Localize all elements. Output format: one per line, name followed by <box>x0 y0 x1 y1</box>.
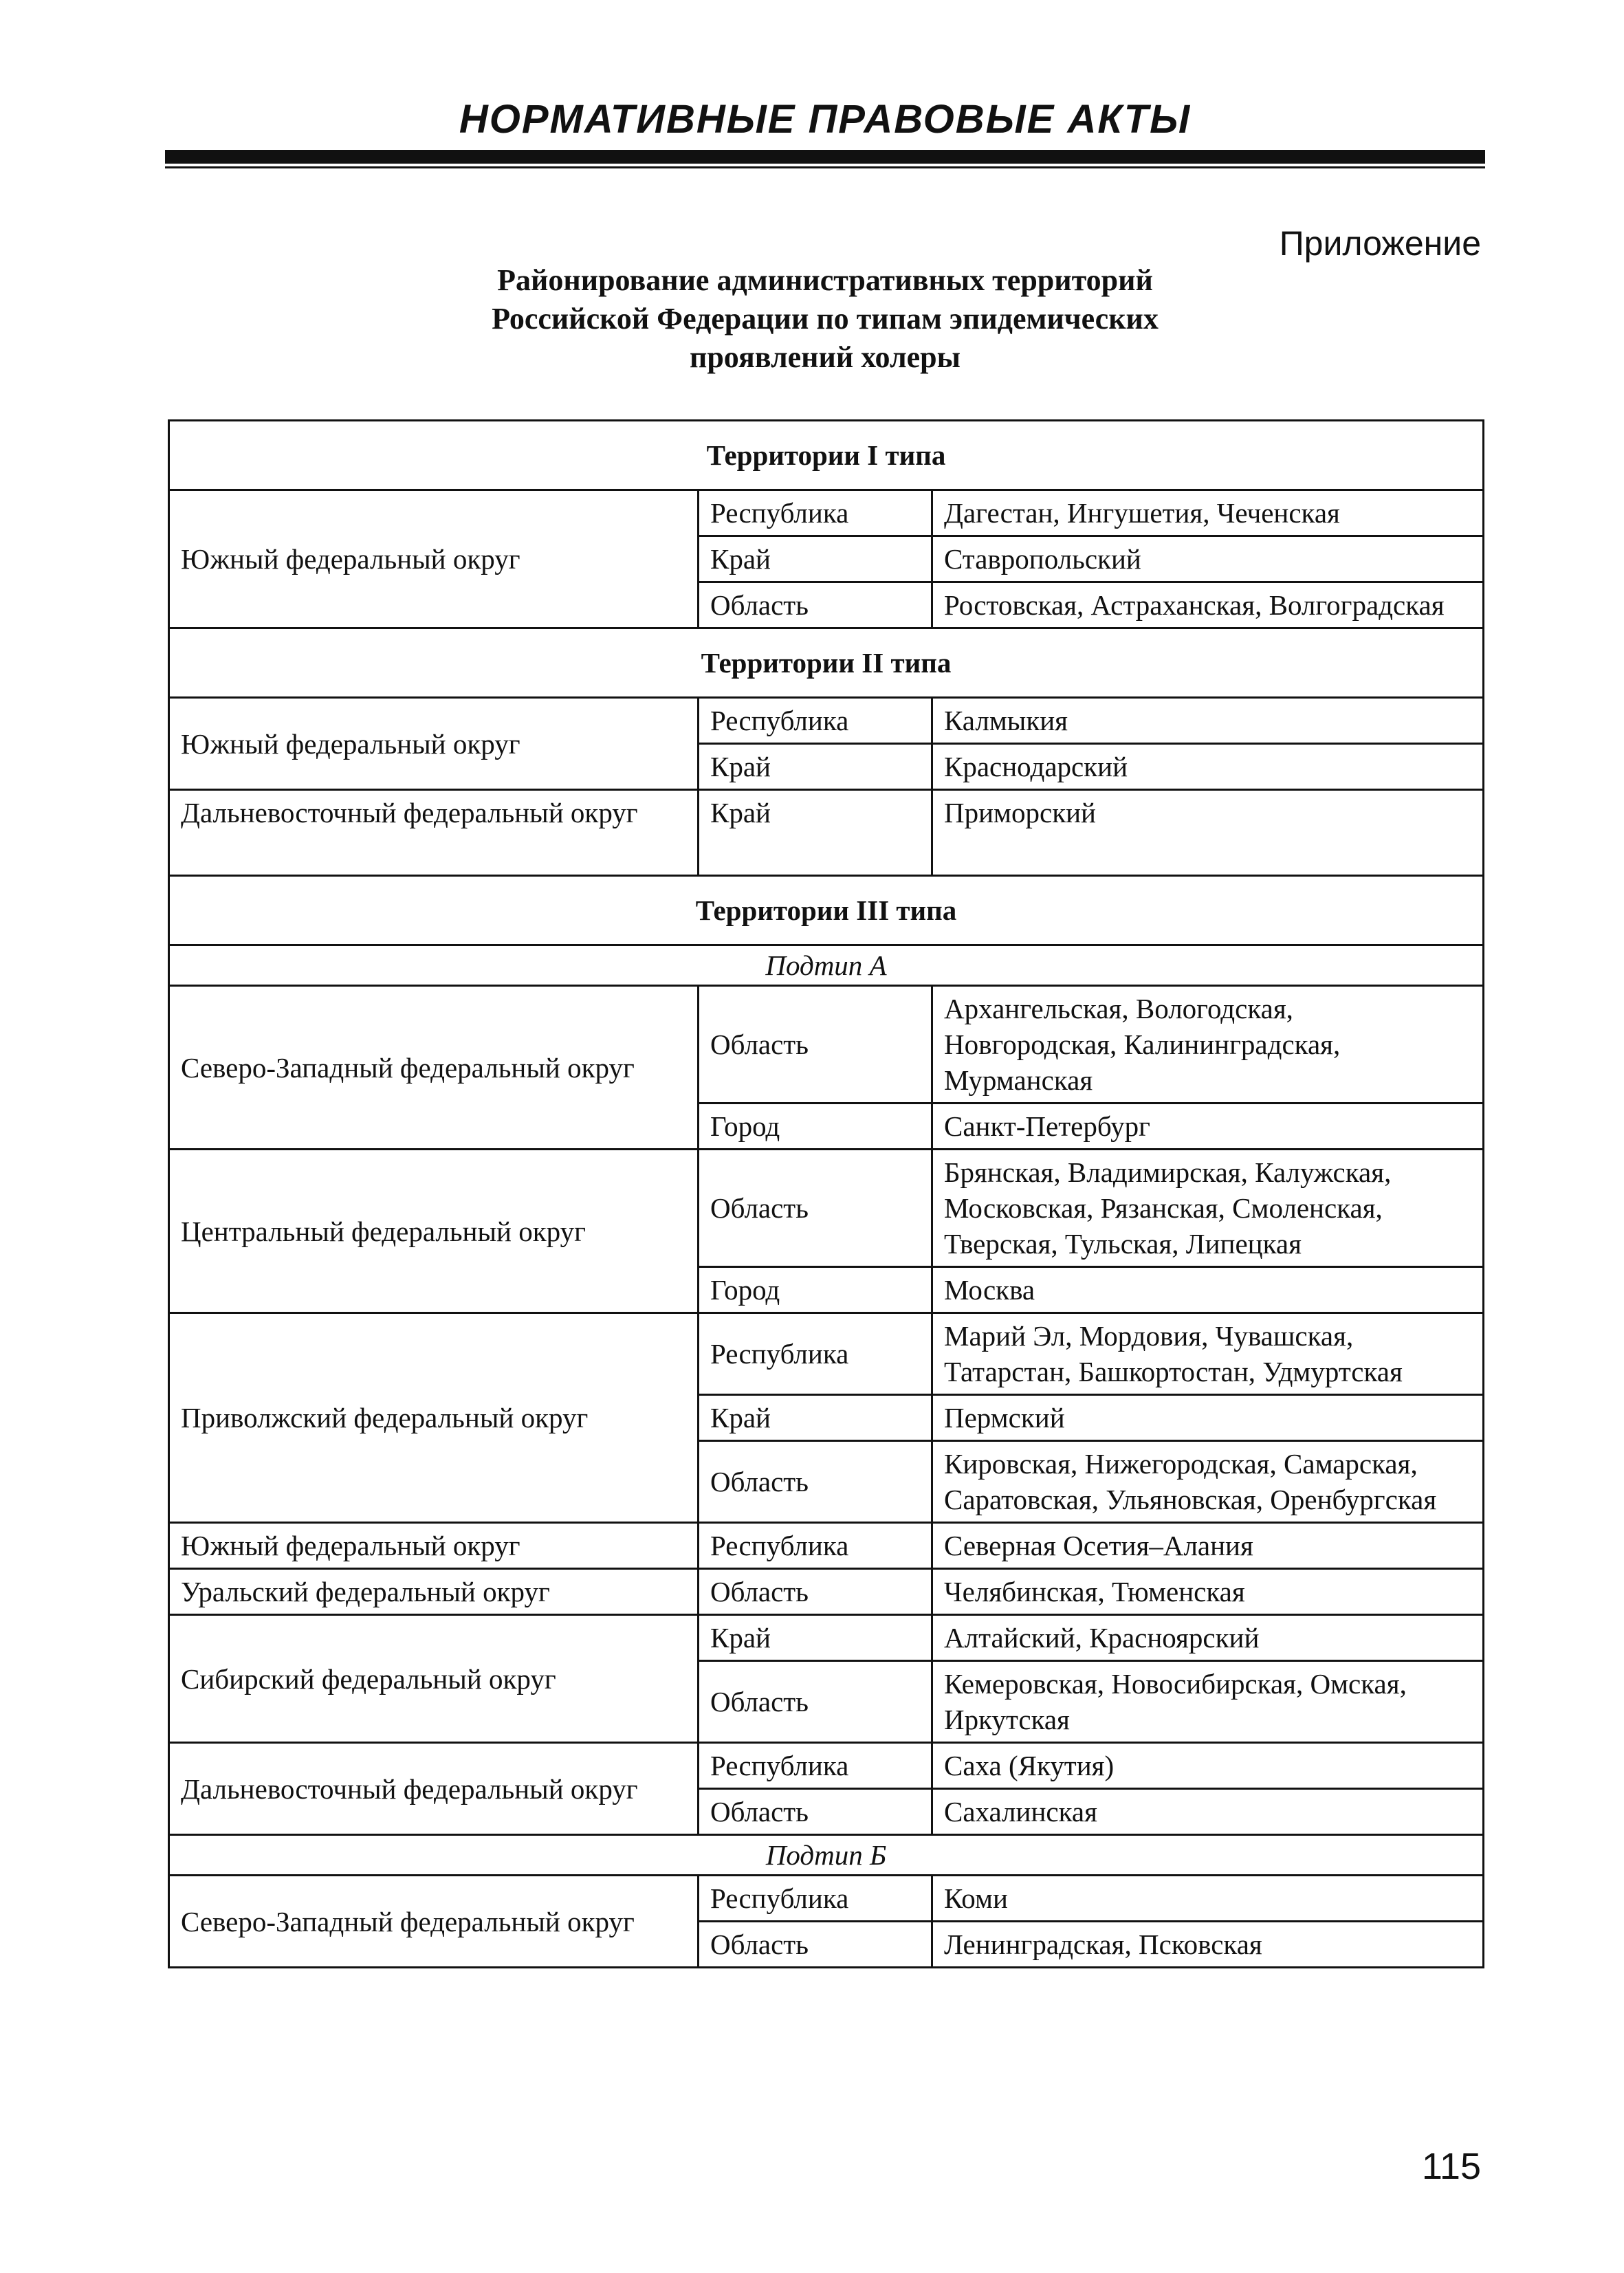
district-cell: Приволжский федеральный округ <box>169 1313 699 1523</box>
table-row <box>169 1569 1484 1615</box>
subject-kind-cell: Область <box>699 1569 932 1615</box>
subject-names-cell: Ростовская, Астраханская, Волгоградская <box>932 582 1484 628</box>
table-row <box>169 698 1484 744</box>
document-title <box>344 261 1306 377</box>
subject-names-cell: Москва <box>932 1267 1484 1313</box>
subject-names-cell: Сахалинская <box>932 1789 1484 1835</box>
district-cell: Центральный федеральный округ <box>169 1150 699 1313</box>
subject-kind-cell: Область <box>699 1441 932 1523</box>
subject-kind-cell: Область <box>699 1150 932 1267</box>
subject-kind-cell: Республика <box>699 698 932 744</box>
district-cell: Дальневосточный федеральный округ <box>169 790 699 876</box>
table-row <box>169 790 1484 876</box>
document-title-line: Районирование административных территорий <box>497 263 1153 297</box>
subject-kind-cell: Край <box>699 790 932 876</box>
page-number: 115 <box>1421 2146 1481 2187</box>
document-title-line: Российской Федерации по типам эпидемических <box>492 302 1159 336</box>
subject-kind-cell: Край <box>699 1395 932 1441</box>
subject-names-cell: Кировская, Нижегородская, Самарская, Саратовская, Ульяновская, Оренбургская <box>932 1441 1484 1523</box>
subject-names-cell: Брянская, Владимирская, Калужская, Московская, Рязанская, Смоленская, Тверская, Тульская, Липецкая <box>932 1150 1484 1267</box>
subject-names-cell: Коми <box>932 1876 1484 1922</box>
section-heading-row <box>169 628 1484 698</box>
subject-kind-cell: Республика <box>699 1743 932 1789</box>
subject-kind-cell: Область <box>699 1922 932 1968</box>
subject-names-cell: Северная Осетия–Алания <box>932 1523 1484 1569</box>
subject-kind-cell: Край <box>699 744 932 790</box>
subject-names-cell: Марий Эл, Мордовия, Чувашская, Татарстан, Башкортостан, Удмуртская <box>932 1313 1484 1395</box>
district-cell: Южный федеральный округ <box>169 698 699 790</box>
table-row <box>169 986 1484 1103</box>
table-row <box>169 1743 1484 1789</box>
subtype-heading-b: Подтип Б <box>169 1835 1484 1876</box>
subject-kind-cell: Область <box>699 986 932 1103</box>
section-heading-row <box>169 876 1484 945</box>
table-row <box>169 1313 1484 1395</box>
table-row <box>169 1523 1484 1569</box>
district-cell: Южный федеральный округ <box>169 490 699 628</box>
subject-names-cell: Пермский <box>932 1395 1484 1441</box>
district-cell: Сибирский федеральный округ <box>169 1615 699 1743</box>
appendix-label: Приложение <box>1279 224 1481 263</box>
subtype-heading-row <box>169 1835 1484 1876</box>
subject-names-cell: Ставропольский <box>932 536 1484 582</box>
section-heading-type2: Территории II типа <box>169 628 1484 698</box>
subject-kind-cell: Область <box>699 582 932 628</box>
territories-table <box>168 419 1484 1968</box>
district-cell: Дальневосточный федеральный округ <box>169 1743 699 1835</box>
district-cell: Северо-Западный федеральный округ <box>169 986 699 1150</box>
subject-kind-cell: Край <box>699 1615 932 1661</box>
table-row <box>169 1876 1484 1922</box>
subject-kind-cell: Город <box>699 1103 932 1150</box>
header-rule-thin <box>165 166 1485 168</box>
subject-names-cell: Приморский <box>932 790 1484 876</box>
section-heading-row <box>169 421 1484 490</box>
subject-kind-cell: Республика <box>699 1313 932 1395</box>
subject-kind-cell: Республика <box>699 1523 932 1569</box>
subject-names-cell: Дагестан, Ингушетия, Чеченская <box>932 490 1484 536</box>
section-heading-type1: Территории I типа <box>169 421 1484 490</box>
table-row <box>169 490 1484 536</box>
subject-kind-cell: Республика <box>699 1876 932 1922</box>
subject-kind-cell: Область <box>699 1789 932 1835</box>
district-cell: Северо-Западный федеральный округ <box>169 1876 699 1968</box>
subject-names-cell: Кемеровская, Новосибирская, Омская, Иркутская <box>932 1661 1484 1743</box>
header-rule-thick <box>165 150 1485 164</box>
subject-kind-cell: Город <box>699 1267 932 1313</box>
subject-names-cell: Краснодарский <box>932 744 1484 790</box>
running-header: НОРМАТИВНЫЕ ПРАВОВЫЕ АКТЫ <box>459 97 1192 142</box>
subject-kind-cell: Область <box>699 1661 932 1743</box>
subject-names-cell: Саха (Якутия) <box>932 1743 1484 1789</box>
subject-names-cell: Ленинградская, Псковская <box>932 1922 1484 1968</box>
table-row <box>169 1150 1484 1267</box>
subject-names-cell: Алтайский, Красноярский <box>932 1615 1484 1661</box>
subject-names-cell: Архангельская, Вологодская, Новгородская, Калининградская, Мурманская <box>932 986 1484 1103</box>
subject-kind-cell: Край <box>699 536 932 582</box>
document-title-line: проявлений холеры <box>689 340 961 374</box>
subtype-heading-row <box>169 945 1484 986</box>
district-cell: Уральский федеральный округ <box>169 1569 699 1615</box>
district-cell: Южный федеральный округ <box>169 1523 699 1569</box>
section-heading-type3: Территории III типа <box>169 876 1484 945</box>
subject-kind-cell: Республика <box>699 490 932 536</box>
table-row <box>169 1615 1484 1661</box>
subject-names-cell: Челябинская, Тюменская <box>932 1569 1484 1615</box>
subject-names-cell: Санкт-Петербург <box>932 1103 1484 1150</box>
subject-names-cell: Калмыкия <box>932 698 1484 744</box>
subtype-heading-a: Подтип А <box>169 945 1484 986</box>
